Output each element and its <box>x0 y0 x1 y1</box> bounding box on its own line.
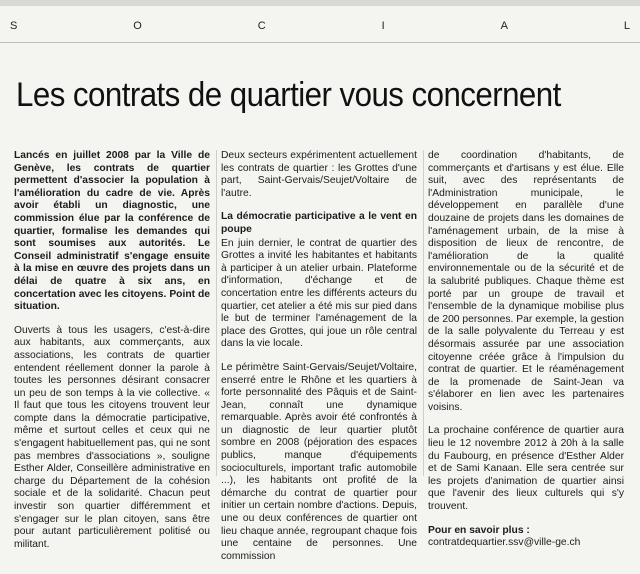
section-letter: L <box>623 20 630 32</box>
article-paragraph: de coordination d'habitants, de commerçants et d'artisans y est élue. Elle suit, avec des représentants de l'Administration municipale, le développement en parallèle d'une douzaine de projets dans les domaines de l'aménagement urbain, de la mise à disposition de lieux de rencontre, de l'amélioration de la qualité environnementale ou de la sécurité et de la salubrité publiques. Chaque thème est porté par un groupe de travail et l'ensemble de la dynamique mobilise plus de 200 personnes. Par exemple, la gestion de la salle polyvalente du Terreau y est désormais assurée par une association citoyenne créée grâce à l'impulsion du contrat de quartier. Et le réaménagement de la promenade de Saint-Jean va s'élaborer en lien avec les partenaires voisins. <box>428 150 624 413</box>
contact-email: contratdequartier.ssv@ville-ge.ch <box>428 537 581 549</box>
article-paragraph: Ouverts à tous les usagers, c'est-à-dire aux habitants, aux commerçants, aux associations, les contrats de quartier entendent réellement donner la parole à toutes les personnes désirant consacrer un peu de son temps à la vie collective. « Il faut que tous les citoyens trouvent leur compte dans la démocratie participative, même et surtout celles et ceux qui ne s'engagent habituellement pas, qui ne sont pas membres d'associations », souligne Esther Alder, Conseillère administrative en charge du Département de la cohésion sociale et de la solidarité. Chacun peut investir son quartier différemment et s'engager sur le plan citoyen, sans être pour autant particulièrement politisé ou militant. <box>14 324 210 550</box>
section-rule <box>0 42 640 43</box>
section-letter: I <box>381 20 385 32</box>
contact-label: Pour en savoir plus : <box>428 524 530 536</box>
article-headline: Les contrats de quartier vous concernent <box>16 76 561 114</box>
article-paragraph: En juin dernier, le contrat de quartier des Grottes a invité les habitantes et habitants à participer à un atelier urbain. Plateforme d'information, d'échange et de concertation entre les différents acteurs du quartier, cet atelier a été mis sur pied dans le but de terminer l'aménagement de la place des Grottes, qui joue un rôle central dans la vie locale. <box>221 237 417 350</box>
column-divider <box>423 150 424 476</box>
article-column-1 <box>14 150 210 562</box>
article-lead: Lancés en juillet 2008 par la Ville de Genève, les contrats de quartier permettent d'associer la population à l'amélioration du cadre de vie. Après avoir établi un diagnostic, une commission élue par la conférence de quartier, formalise les demandes qui sont soumises aux autorités. Le Conseil administratif s'engage ensuite à la mise en œuvre des projets dans un délai de quatre à six ans, en concertation avec les citoyens. Point de situation. <box>14 150 210 313</box>
section-letter: A <box>500 20 508 32</box>
article-column-3 <box>428 150 624 550</box>
column-divider <box>216 150 217 476</box>
article-subhead: La démocratie participative a le vent en poupe <box>221 211 417 235</box>
section-letter: C <box>257 20 266 32</box>
section-letter: O <box>133 20 142 32</box>
article-paragraph: Deux secteurs expérimentent actuellement les contrats de quartier : les Grottes d'une part, Saint-Gervais/Seujet/Voltaire de l'autre. <box>221 150 417 199</box>
article-paragraph: Le périmètre Saint-Gervais/Seujet/Voltaire, enserré entre le Rhône et les quartiers à forte personnalité des Pâquis et de Saint-Jean, connaît une dynamique remarquable. Après avoir été confrontés à un diagnostic de leur quartier plutôt sombre en 2008 (péjoration des espaces publics, manque d'équipements socioculturels, important trafic automobile ...), les habitants ont profité de la démarche du contrat de quartier pour initier un certain nombre d'actions. Depuis, une ou deux conférences de quartier ont lieu chaque année, regroupant chaque fois une centaine de personnes. Une commission <box>221 361 417 562</box>
section-letter: S <box>10 20 18 32</box>
article-paragraph: La prochaine conférence de quartier aura lieu le 12 novembre 2012 à 20h à la salle du Faubourg, en présence d'Esther Alder et de Sami Kanaan. Elle sera centrée sur les projets d'animation de quartier ainsi que l'avenir des lieux culturels qui s'y trouvent. <box>428 425 624 513</box>
section-label <box>10 20 630 32</box>
top-rule <box>0 0 640 6</box>
article-column-2 <box>221 150 417 574</box>
